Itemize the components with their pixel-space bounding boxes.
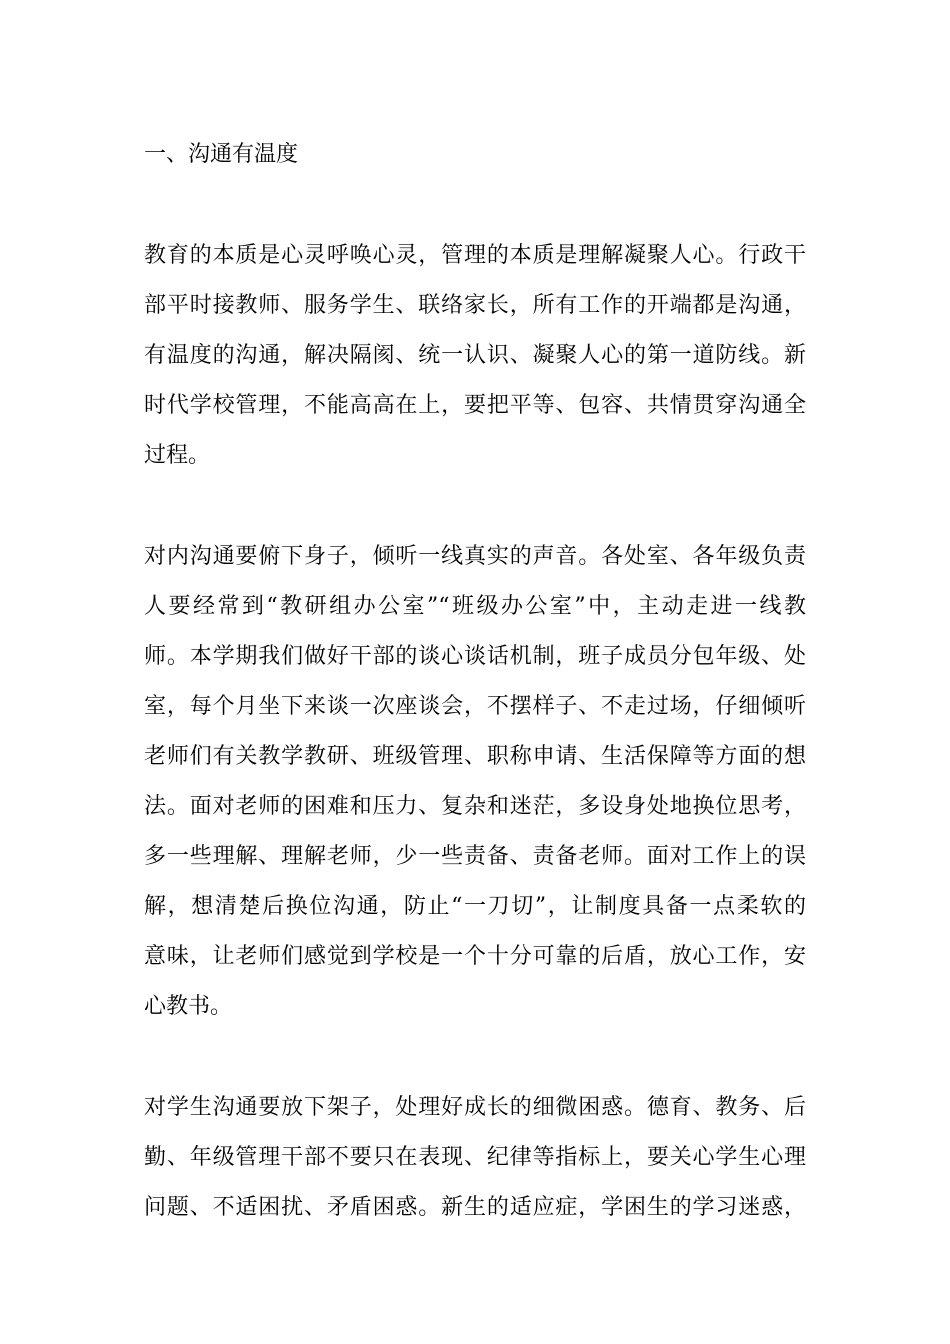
paragraph-line: 老师们有关教学教研、班级管理、职称申请、生活保障等方面的想 <box>144 744 806 769</box>
paragraph-line: 意味，让老师们感觉到学校是一个十分可靠的后盾，放心工作，安 <box>144 944 806 969</box>
paragraph-line: 问题、不适困扰、矛盾困惑。新生的适应症，学困生的学习迷惑， <box>144 1195 806 1220</box>
paragraph-line: 时代学校管理，不能高高在上，要把平等、包容、共情贯穿沟通全 <box>144 393 806 418</box>
paragraph-line: 勤、年级管理干部不要只在表现、纪律等指标上，要关心学生心理 <box>144 1145 806 1170</box>
paragraph-3 <box>144 1083 806 1233</box>
paragraph-line: 部平时接教师、服务学生、联络家长，所有工作的开端都是沟通， <box>144 293 806 318</box>
paragraph-line: 心教书。 <box>144 994 233 1019</box>
paragraph-line: 教育的本质是心灵呼唤心灵，管理的本质是理解凝聚人心。行政干 <box>144 243 806 268</box>
paragraph-line: 多一些理解、理解老师，少一些责备、责备老师。面对工作上的误 <box>144 844 806 869</box>
paragraph-line: 人要经常到“教研组办公室”“班级办公室”中，主动走进一线教 <box>144 594 806 619</box>
section-heading: 一、沟通有温度 <box>144 142 299 167</box>
paragraph-line: 室，每个月坐下来谈一次座谈会，不摆样子、不走过场，仔细倾听 <box>144 694 806 719</box>
paragraph-2 <box>144 532 806 1032</box>
paragraph-1 <box>144 231 806 481</box>
paragraph-line: 有温度的沟通，解决隔阂、统一认识、凝聚人心的第一道防线。新 <box>144 343 806 368</box>
document-body <box>144 130 806 1284</box>
paragraph-line: 过程。 <box>144 443 211 468</box>
paragraph-line: 对内沟通要俯下身子，倾听一线真实的声音。各处室、各年级负责 <box>144 544 806 569</box>
paragraph-line: 对学生沟通要放下架子，处理好成长的细微困惑。德育、教务、后 <box>144 1095 806 1120</box>
paragraph-line: 师。本学期我们做好干部的谈心谈话机制，班子成员分包年级、处 <box>144 644 806 669</box>
paragraph-line: 法。面对老师的困难和压力、复杂和迷茫，多设身处地换位思考， <box>144 794 806 819</box>
paragraph-line: 解，想清楚后换位沟通，防止“一刀切”，让制度具备一点柔软的 <box>144 894 806 919</box>
